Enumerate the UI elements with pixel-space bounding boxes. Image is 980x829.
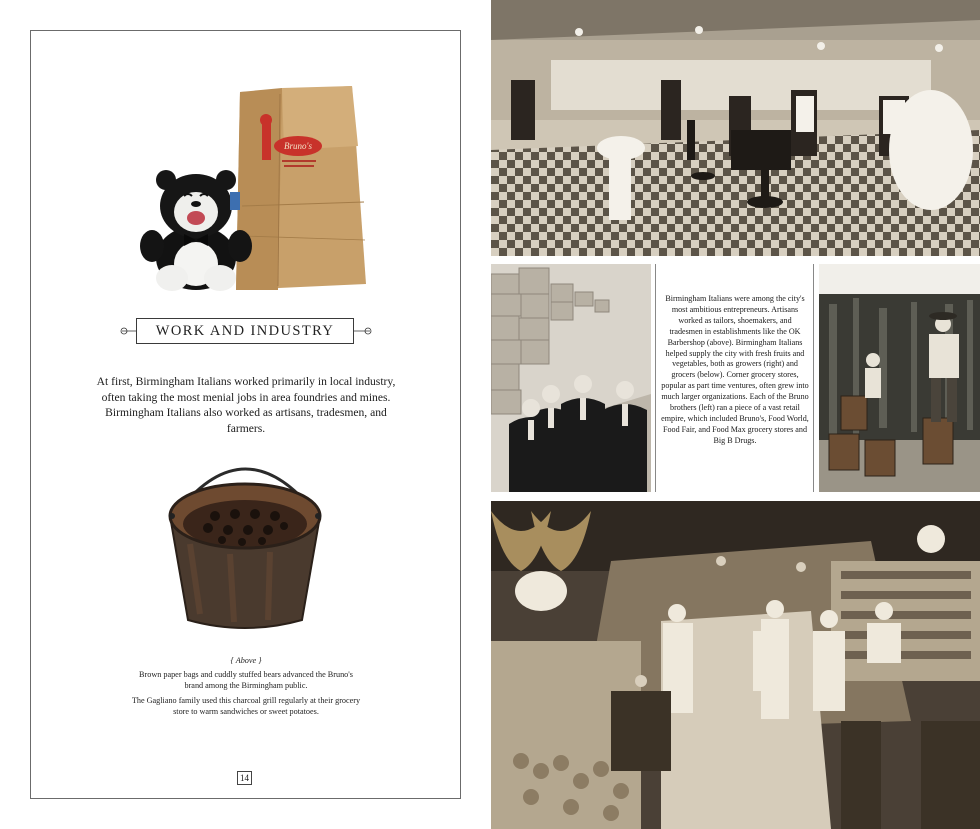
caption-charcoal-grill: The Gagliano family used this charcoal grill regularly at their grocery store to warm sandwiches or sweet potatoes. bbox=[131, 696, 361, 716]
bruno-brothers-photo bbox=[491, 264, 651, 492]
caption-tag: { Above } bbox=[230, 656, 262, 665]
intro-paragraph: At first, Birmingham Italians worked primarily in local industry, often taking the most menial jobs in area foundries and mines. Birmingham Italians also worked as artisans, tradesmen, and farmers. bbox=[96, 375, 396, 435]
bag-logo-text: Bruno's bbox=[284, 141, 312, 151]
charcoal-grill-image bbox=[160, 444, 330, 634]
story-text: Birmingham Italians were among the city's most ambitious entrepreneurs. Artisans worked as tailors, shoemakers, and tradesmen in establishments like the OK Barbershop (above). Birmingham Italians helped supply the city with fresh fruits and vegetables, both as growers (right) and grocers (below). Corner grocery stores, popular as part time ventures, often grew into much larger organizations. Each of the Bruno brothers (left) ran a piece of a vast retail empire, which included Bruno's, Food World, Food Fair, and Food Max grocery stores and Big B Drugs. bbox=[661, 294, 809, 445]
right-page bbox=[489, 0, 980, 829]
section-title-box bbox=[136, 318, 354, 344]
farm-field-photo bbox=[819, 264, 980, 492]
stuffed-bear-image bbox=[138, 168, 254, 292]
section-title: WORK AND INDUSTRY bbox=[155, 322, 335, 339]
caption-bags-bears: Brown paper bags and cuddly stuffed bears advanced the Bruno's brand among the Birmingham public. bbox=[139, 670, 353, 690]
left-page bbox=[0, 0, 489, 829]
grocery-store-photo bbox=[491, 501, 980, 829]
photo-caption bbox=[130, 655, 362, 721]
barbershop-photo bbox=[491, 0, 980, 256]
page-number: 14 bbox=[237, 771, 252, 785]
